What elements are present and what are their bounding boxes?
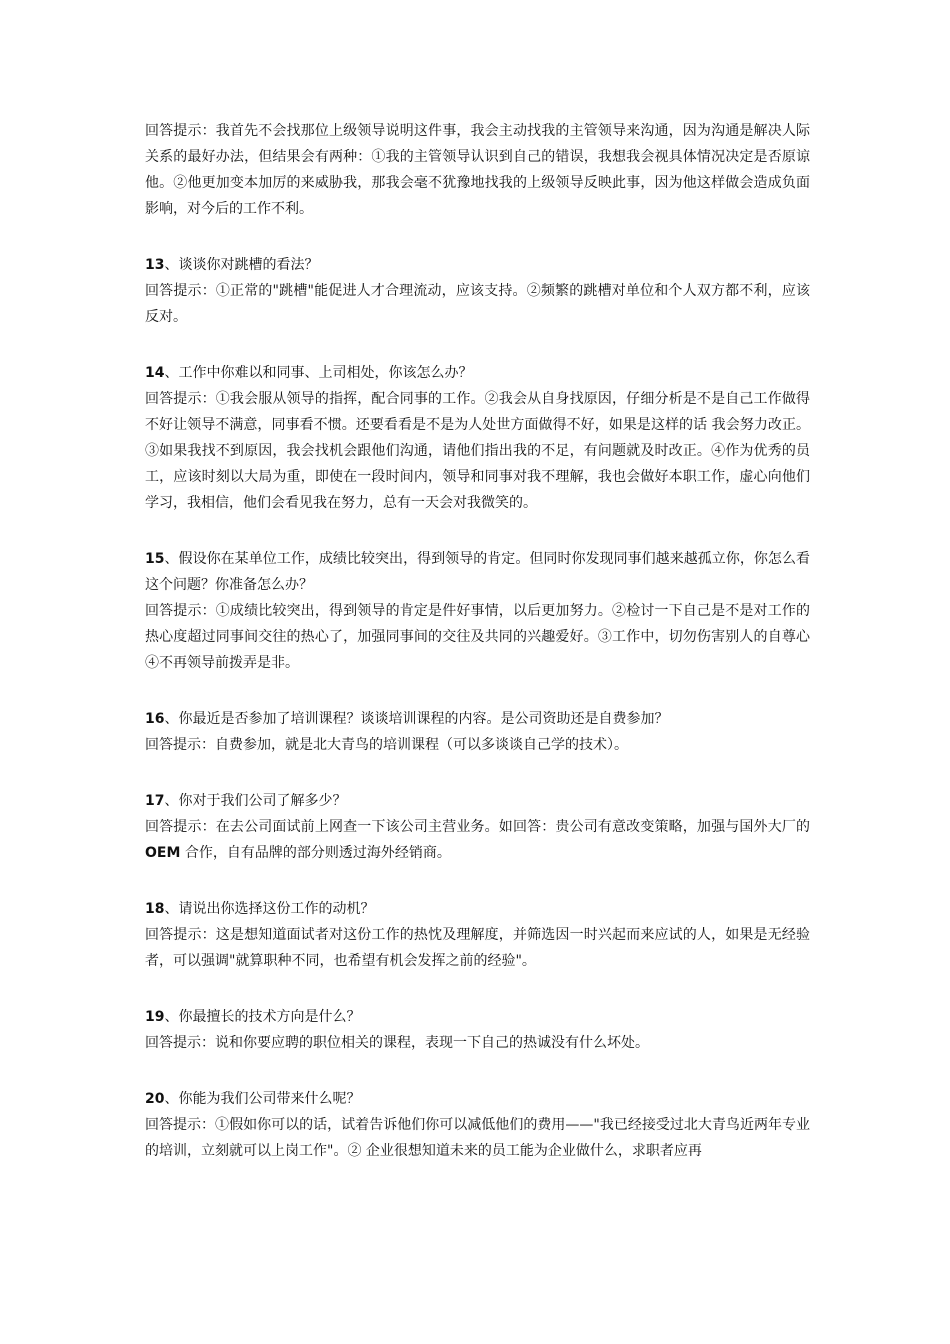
document-content xyxy=(145,118,810,1164)
question-number: 17 xyxy=(145,793,165,809)
answer-text-part: 回答提示：在去公司面试前上网查一下该公司主营业务。如回答：贵公司有意改变策略，加强与国外大厂的 xyxy=(145,819,810,835)
answer-text: 回答提示：这是想知道面试者对这份工作的热忱及理解度，并筛选因一时兴起而来应试的人，如果是无经验者，可以强调"就算职种不同，也希望有机会发挥之前的经验"。 xyxy=(145,927,810,969)
answer-text: 回答提示：①正常的"跳槽"能促进人才合理流动，应该支持。②频繁的跳槽对单位和个人双方都不利，应该反对。 xyxy=(145,283,810,325)
question-20 xyxy=(145,1086,810,1164)
answer-text: 回答提示：自费参加，就是北大青鸟的培训课程（可以多谈谈自己学的技术）。 xyxy=(145,737,628,753)
intro-section xyxy=(145,118,810,222)
question-text: 、你能为我们公司带来什么呢？ xyxy=(164,1091,361,1107)
question-text: 、假设你在某单位工作，成绩比较突出，得到领导的肯定。但同时你发现同事们越来越孤立你，你怎么看这个问题？你准备怎么办？ xyxy=(145,551,810,593)
question-title xyxy=(145,360,810,386)
question-13 xyxy=(145,252,810,330)
answer-text: 回答提示：说和你要应聘的职位相关的课程，表现一下自己的热诚没有什么坏处。 xyxy=(145,1035,649,1051)
question-number: 15 xyxy=(145,551,165,567)
question-number: 16 xyxy=(145,711,165,727)
question-title xyxy=(145,706,810,732)
question-17 xyxy=(145,788,810,866)
question-text: 、谈谈你对跳槽的看法？ xyxy=(164,257,319,273)
question-16 xyxy=(145,706,810,758)
question-text: 、工作中你难以和同事、上司相处，你该怎么办？ xyxy=(164,365,473,381)
question-title xyxy=(145,546,810,598)
question-number: 13 xyxy=(145,257,165,273)
question-title xyxy=(145,1086,810,1112)
question-text: 、你最擅长的技术方向是什么？ xyxy=(164,1009,361,1025)
question-number: 14 xyxy=(145,365,165,381)
question-title xyxy=(145,788,810,814)
answer-bold-term: OEM xyxy=(145,845,181,861)
question-18 xyxy=(145,896,810,974)
intro-answer: 回答提示：我首先不会找那位上级领导说明这件事，我会主动找我的主管领导来沟通，因为沟通是解决人际关系的最好办法，但结果会有两种：①我的主管领导认识到自己的错误，我想我会视具体情况决定是否原谅他。②他更加变本加厉的来威胁我，那我会毫不犹豫地找我的上级领导反映此事，因为他这样做会造成负面影响，对今后的工作不利。 xyxy=(145,123,810,217)
question-text: 、你对于我们公司了解多少？ xyxy=(164,793,347,809)
question-15 xyxy=(145,546,810,676)
question-text: 、你最近是否参加了培训课程？谈谈培训课程的内容。是公司资助还是自费参加？ xyxy=(164,711,669,727)
question-text: 、请说出你选择这份工作的动机？ xyxy=(164,901,375,917)
answer-text: 回答提示：①我会服从领导的指挥，配合同事的工作。②我会从自身找原因，仔细分析是不是自己工作做得不好让领导不满意，同事看不惯。还要看看是不是为人处世方面做得不好，如果是这样的话 我会努力改正。③如果我找不到原因，我会找机会跟他们沟通，请他们指出我的不足，有问题就及时改正。④作为优秀的员工，应该时刻以大局为重，即使在一段时间内，领导和同事对我不理解，我也会做好本职工作，虚心向他们学习，我相信，他们会看见我在努力，总有一天会对我微笑的。 xyxy=(145,391,810,511)
question-number: 20 xyxy=(145,1091,165,1107)
question-number: 19 xyxy=(145,1009,165,1025)
question-number: 18 xyxy=(145,901,165,917)
question-14 xyxy=(145,360,810,516)
question-title xyxy=(145,896,810,922)
answer-text-part: 合作，自有品牌的部分则透过海外经销商。 xyxy=(180,845,451,861)
question-19 xyxy=(145,1004,810,1056)
question-title xyxy=(145,1004,810,1030)
answer-text xyxy=(145,814,810,866)
answer-text: 回答提示：①假如你可以的话，试着告诉他们你可以减低他们的费用——"我已经接受过北大青鸟近两年专业的培训，立刻就可以上岗工作"。② 企业很想知道未来的员工能为企业做什么，求职者应再 xyxy=(145,1117,810,1159)
answer-text: 回答提示：①成绩比较突出，得到领导的肯定是件好事情，以后更加努力。②检讨一下自己是不是对工作的热心度超过同事间交往的热心了，加强同事间的交往及共同的兴趣爱好。③工作中，切勿伤害别人的自尊心④不再领导前拨弄是非。 xyxy=(145,603,810,671)
question-title xyxy=(145,252,810,278)
